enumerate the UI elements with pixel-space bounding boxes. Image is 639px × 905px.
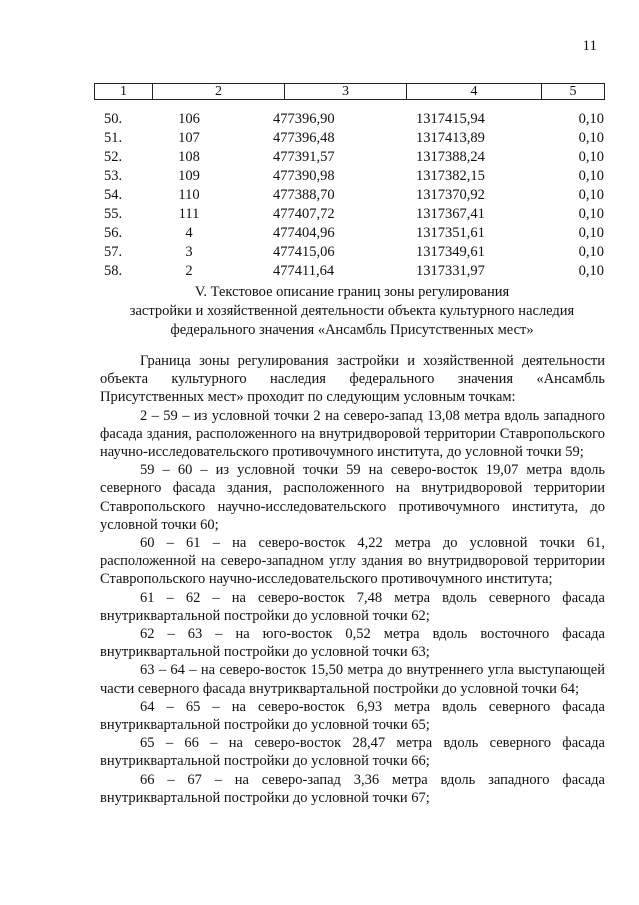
coordinate-y: 1317349,61: [416, 244, 485, 260]
point-number: 2: [185, 263, 193, 279]
point-number: 111: [178, 206, 200, 222]
point-number: 110: [178, 187, 200, 203]
table-row: [94, 243, 604, 262]
coordinate-x: 477404,96: [273, 225, 335, 241]
header-cell: 1: [95, 84, 153, 100]
accuracy: 0,10: [578, 187, 604, 203]
paragraph: Граница зоны регулирования застройки и хозяйственной деятельности объекта культурного наследия федерального значения «Ансамбль Присутственных мест» проходит по следующим условным точкам:: [100, 353, 605, 406]
accuracy: 0,10: [578, 149, 604, 165]
accuracy: 0,10: [578, 244, 604, 260]
section-title: [94, 283, 610, 340]
table-row: [94, 224, 604, 243]
coordinate-y: 1317415,94: [416, 111, 485, 127]
point-number: 3: [185, 244, 193, 260]
paragraph: 65 – 66 – на северо-восток 28,47 метра вдоль северного фасада внутриквартальной постройки до условной точки 66;: [100, 735, 605, 770]
header-cell: 2: [153, 84, 285, 100]
coordinate-y: 1317413,89: [416, 130, 485, 146]
coordinate-y: 1317370,92: [416, 187, 485, 203]
coordinate-x: 477390,98: [273, 168, 335, 184]
table-row: [94, 110, 604, 129]
coordinate-x: 477396,48: [273, 130, 335, 146]
header-cell: 5: [542, 84, 605, 100]
point-number: 4: [185, 225, 193, 241]
table-row: [94, 148, 604, 167]
coordinate-x: 477391,57: [273, 149, 335, 165]
coordinate-x: 477407,72: [273, 206, 335, 222]
coordinate-x: 477415,06: [273, 244, 335, 260]
header-cell: 3: [285, 84, 407, 100]
row-number: 52.: [104, 149, 123, 165]
coordinate-y: 1317367,41: [416, 206, 485, 222]
table-row: [94, 167, 604, 186]
paragraph: 59 – 60 – из условной точки 59 на северо-восток 19,07 метра вдоль северного фасада здания, расположенного на внутридворовой территории Ставропольского научно-исследовательского противочумного института, до условной точки 60;: [100, 462, 605, 533]
accuracy: 0,10: [578, 130, 604, 146]
paragraph: 60 – 61 – на северо-восток 4,22 метра до условной точки 61, расположенной на северо-западном углу здания во внутридворовой территории Ставропольского научно-исследовательского противочумного института;: [100, 535, 605, 588]
coordinate-y: 1317388,24: [416, 149, 485, 165]
accuracy: 0,10: [578, 263, 604, 279]
point-number: 107: [178, 130, 200, 146]
point-number: 106: [178, 111, 200, 127]
table-header: [94, 83, 605, 100]
accuracy: 0,10: [578, 111, 604, 127]
row-number: 58.: [104, 263, 123, 279]
table-row: [94, 186, 604, 205]
section-title-line: федерального значения «Ансамбль Присутственных мест»: [170, 322, 534, 338]
coordinate-x: 477411,64: [273, 263, 335, 279]
row-number: 50.: [104, 111, 123, 127]
coordinate-y: 1317351,61: [416, 225, 485, 241]
paragraph: 61 – 62 – на северо-восток 7,48 метра вдоль северного фасада внутриквартальной постройки до условной точки 62;: [100, 589, 605, 624]
coordinate-x: 477388,70: [273, 187, 335, 203]
row-number: 56.: [104, 225, 123, 241]
paragraph: 66 – 67 – на северо-запад 3,36 метра вдоль западного фасада внутриквартальной постройки до условной точки 67;: [100, 771, 605, 806]
row-number: 53.: [104, 168, 123, 184]
paragraph: 62 – 63 – на юго-восток 0,52 метра вдоль восточного фасада внутриквартальной постройки до условной точки 63;: [100, 626, 605, 661]
point-number: 108: [178, 149, 200, 165]
coordinate-y: 1317331,97: [416, 263, 485, 279]
accuracy: 0,10: [578, 206, 604, 222]
coordinate-x: 477396,90: [273, 111, 335, 127]
point-number: 109: [178, 168, 200, 184]
header-cell: 4: [407, 84, 542, 100]
row-number: 54.: [104, 187, 123, 203]
table-row: [94, 205, 604, 224]
row-number: 51.: [104, 130, 123, 146]
coordinate-y: 1317382,15: [416, 168, 485, 184]
paragraph: 63 – 64 – на северо-восток 15,50 метра до внутреннего угла выступающей части северного фасада внутриквартальной постройки до условной точки 64;: [100, 662, 605, 697]
accuracy: 0,10: [578, 225, 604, 241]
page-number: 11: [582, 38, 597, 54]
table-header-row: [95, 84, 605, 100]
row-number: 55.: [104, 206, 123, 222]
section-title-line: V. Текстовое описание границ зоны регулирования: [194, 284, 510, 300]
accuracy: 0,10: [578, 168, 604, 184]
paragraph: 64 – 65 – на северо-восток 6,93 метра вдоль северного фасада внутриквартальной постройки до условной точки 65;: [100, 698, 605, 734]
paragraph: 2 – 59 – из условной точки 2 на северо-запад 13,08 метра вдоль западного фасада здания, расположенного на внутридворовой территории Ставропольского научно-исследовательского противочумного института, до условной точки 59;: [100, 407, 605, 461]
section-title-line: застройки и хозяйственной деятельности объекта культурного наследия: [129, 303, 575, 319]
table-row: [94, 129, 604, 148]
coordinates-table: [94, 110, 604, 281]
table-row: [94, 262, 604, 281]
body-text: [100, 352, 605, 807]
row-number: 57.: [104, 244, 123, 260]
